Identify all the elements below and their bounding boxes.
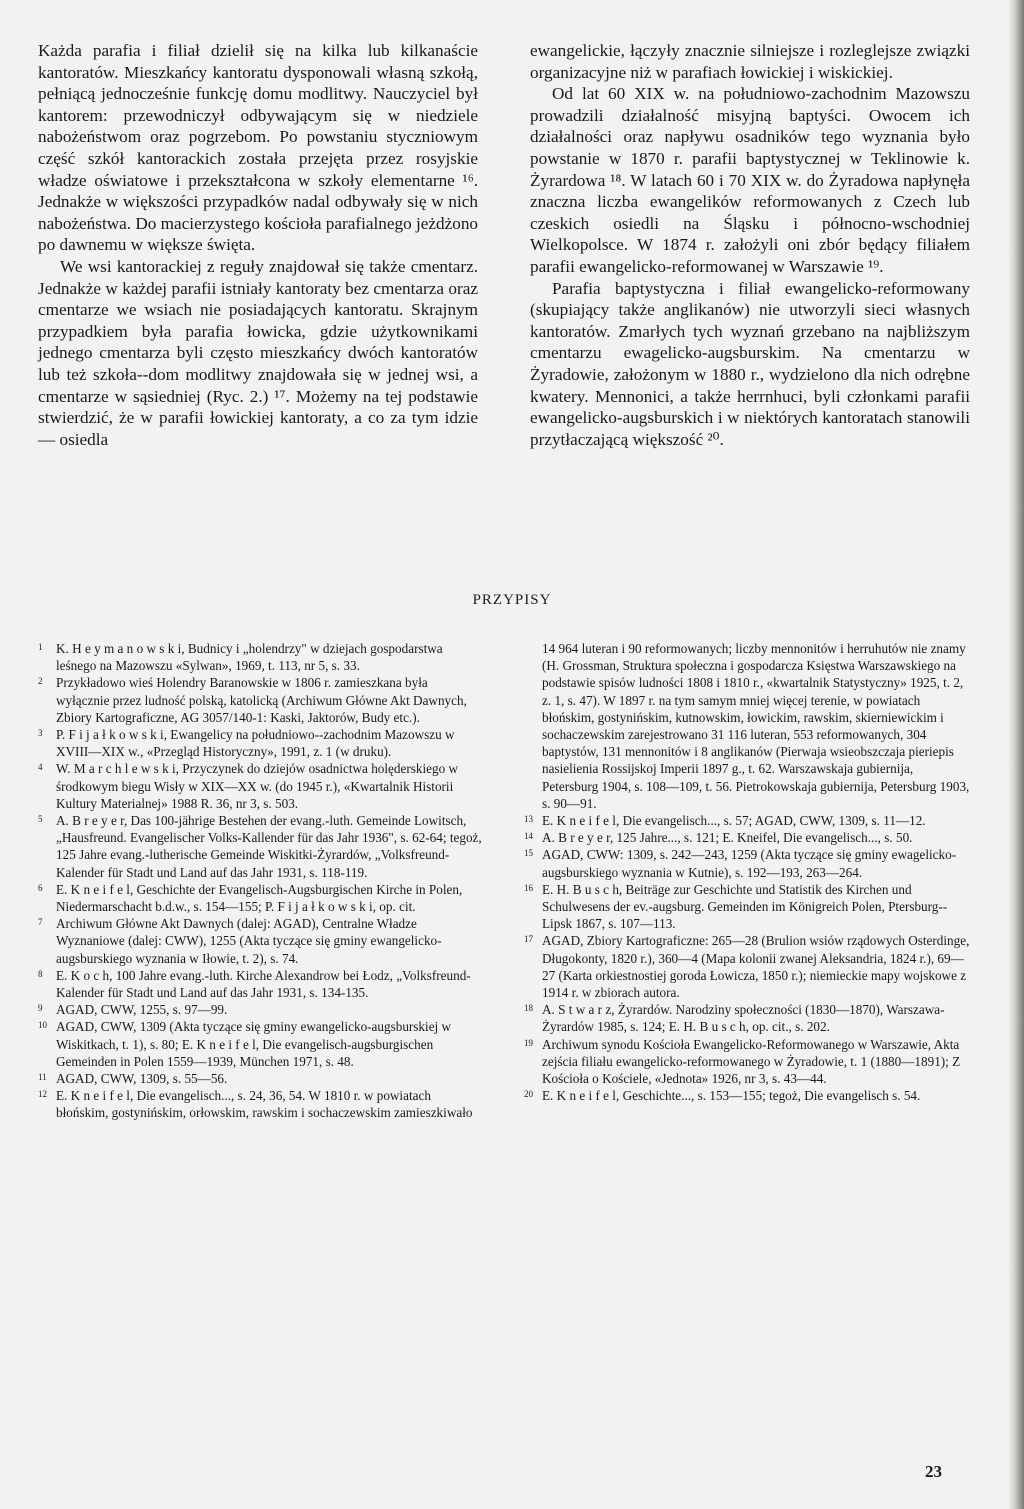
footnote <box>524 1036 970 1088</box>
footnote-text: AGAD, CWW, 1309, s. 55—56. <box>56 1071 228 1087</box>
footnote <box>38 1018 484 1070</box>
footnote <box>38 1087 484 1121</box>
footnote-number: 5 <box>38 814 43 825</box>
footnote-number: 8 <box>38 968 43 979</box>
page-edge-shadow <box>1008 0 1024 1509</box>
footnote <box>524 1087 970 1104</box>
page-number: 23 <box>925 1462 942 1481</box>
body-text <box>38 40 970 450</box>
footnote-number: 18 <box>524 1003 533 1014</box>
footnote <box>38 726 484 760</box>
footnote-number: 9 <box>38 1003 43 1014</box>
footnote-text: E. K o c h, 100 Jahre evang.-luth. Kirche Alexandrow bei Łodz, „Volksfreund-Kalender für Stadt und Land auf das Jahr 1931, s. 134-135. <box>56 967 471 1001</box>
paragraph: Parafia baptystyczna i filiał ewangelicko-reformowany (skupiający także anglikanów) nie utworzyli sieci własnych kantoratów. Zmarłych tych wyznań grzebano na najbliższym cmentarzu ewagelicko-augsburskim. Na cmentarzu w Żyradowie, założonym w 1880 r., wydzielono dla nich odrębne kwatery. Mennonici, a także herrnhuci, byli członkami parafii ewangelicko-augsburskich i w niektórych kantoratach stanowili przytłaczającą większość ²⁰. <box>530 278 970 449</box>
footnote-number: 10 <box>38 1020 47 1031</box>
footnote-text: E. K n e i f e l, Geschichte der Evangelisch-Augsburgischen Kirche in Polen, Niedermarschacht b.d.w., s. 154—155; P. F i j a ł k o w s k i, op. cit. <box>56 881 463 915</box>
footnote-number: 3 <box>38 728 43 739</box>
footnote <box>524 1001 970 1035</box>
footnote-text: A. B r e y e r, Das 100-jährige Bestehen der evang.-luth. Gemeinde Lowitsch, „Hausfreund. Evangelischer Volks-Kallender für das Jahr 1936", s. 62-64; tegoż, 125 Jahre evang.-lutherische Gemeinde Wiskitki-Żyrardów, „Volksfreund-Kalender für Stadt und Land auf das Jahr 1931, s. 118-119. <box>56 813 482 880</box>
footnote-number <box>524 640 542 812</box>
footnote <box>38 1001 484 1018</box>
footnote <box>524 812 970 829</box>
footnote-text: AGAD, CWW: 1309, s. 242—243, 1259 (Akta tyczące się gminy ewagelicko-augsburskiego wyznania w Kutnie), s. 192—193, 263—264. <box>542 847 957 880</box>
footnote-text: A. S t w a r z, Żyrardów. Narodziny społeczności (1830—1870), Warszawa-Żyrardów 1985, s. 124; E. H. B u s c h, op. cit., s. 202. <box>542 1002 945 1035</box>
footnote-number: 12 <box>38 1089 47 1100</box>
footnote <box>524 932 970 1001</box>
footnote-text: K. H e y m a n o w s k i, Budnicy i „holendrzy" w dziejach gospodarstwa leśnego na Mazowszu «Sylwan», 1969, t. 113, nr 5, s. 33. <box>56 641 443 674</box>
paragraph: Każda parafia i filiał dzielił się na kilka lub kilkanaście kantoratów. Mieszkańcy kantoratu dysponowali własną szkołą, pełniącą jednocześnie funkcję domu modlitwy. Nauczyciel był kantorem: przewodniczył odbywającym się w niedziele nabożeństwom oraz pogrzebom. Po powstaniu styczniowym część szkół kantorackich została przejęta przez rosyjskie władze oświatowe i przekształcona w szkoły elementarne ¹⁶. Jednakże w większości przypadków nadal odbywały się w nich nabożeństwa. Do macierzystego kościoła parafialnego jeżdżono po dawnemu w większe święta. <box>38 41 479 255</box>
footnote-number: 15 <box>524 848 533 859</box>
footnote-text: AGAD, CWW, 1309 (Akta tyczące się gminy ewangelicko-augsburskiej w Wiskitkach, t. 1), s. 80; E. K n e i f e l, Die evangelisch-augsburgischen Gemeinden in Polen 1559—1939, München 1971, s. 48. <box>56 1019 452 1069</box>
footnote-number: 19 <box>524 1037 533 1048</box>
footnote-number: 4 <box>38 762 43 773</box>
footnote-number: 2 <box>38 676 43 687</box>
footnote-number: 1 <box>38 642 43 652</box>
footnote-number: 14 <box>524 831 533 842</box>
paragraph: We wsi kantorackiej z reguły znajdował się także cmentarz. Jednakże w każdej parafii istniały kantoraty bez cmentarza oraz cmentarze we wsiach nie posiadających kantoratu. Skrajnym przypadkiem była parafia łowicka, gdzie użytkownikami jednego cmentarza byli często mieszkańcy dwóch kantoratów lub też szkoła--dom modlitwy znajdowała się w jednej wsi, a cmentarze w sąsiedniej (Ryc. 2.) ¹⁷. Możemy na tej podstawie stwierdzić, że w parafii łowickiej kantoraty, a co za tym idzie — osiedla <box>38 256 478 449</box>
paragraph: ewangelickie, łączyły znacznie silniejsze i rozleglejsze związki organizacyjne niż w parafiach łowickiej i wiskickiej. <box>530 41 970 82</box>
footnotes-column-left <box>38 640 484 1122</box>
footnote-continuation <box>524 640 970 812</box>
footnotes <box>38 640 970 1122</box>
footnote <box>38 674 484 726</box>
footnote-text: E. K n e i f e l, Die evangelisch..., s. 24, 36, 54. W 1810 r. w powiatach błońskim, gostynińskim, orłowskim, rawskim i sochaczewskim zamieszkiwało <box>56 1088 473 1121</box>
body-column-left <box>38 40 478 450</box>
footnote-text: A. B r e y e r, 125 Jahre..., s. 121; E. Kneifel, Die evangelisch..., s. 50. <box>542 830 913 846</box>
footnote-text: E. K n e i f e l, Geschichte..., s. 153—155; tegoż, Die evangelisch s. 54. <box>542 1088 921 1104</box>
footnote <box>38 1070 484 1087</box>
footnote <box>524 829 970 846</box>
paragraph: Od lat 60 XIX w. na południowo-zachodnim Mazowszu prowadzili działalność misyjną baptyści. Owocem ich działalności oraz napływu osadników tego wyznania było powstanie w 1870 r. parafii baptystycznej w Teklinowie k. Żyrardowa ¹⁸. W latach 60 i 70 XIX w. do Żyradowa napłynęła znaczna liczba ewangelików reformowanych z Czech lub czeskich osiedli na Śląsku i północno-wschodniej Wielkopolsce. W 1874 r. założyli oni zbór będący filiałem parafii ewangelicko-reformowanej w Warszawie ¹⁹. <box>530 84 970 276</box>
footnote <box>38 760 484 812</box>
footnote-text: Archiwum synodu Kościoła Ewangelicko-Reformowanego w Warszawie, Akta zejścia filiału ewangelicko-reformowanego w Żyradowie, t. 1 (1880—1891); Z Kościoła o Kościele, «Jednota» 1926, nr 3, s. 43—44. <box>542 1036 961 1087</box>
body-column-right <box>530 40 970 450</box>
footnote <box>524 881 970 933</box>
footnote-text: AGAD, CWW, 1255, s. 97—99. <box>56 1002 228 1018</box>
footnote-text: Przykładowo wieś Holendry Baranowskie w 1806 r. zamieszkana była wyłącznie przez ludność polską, katolicką (Archiwum Główne Akt Dawnych, Zbiory Kartograficzne, AG 3057/140-1: Kaski, Jaktorów, Budy etc.). <box>56 675 467 725</box>
footnote-number: 6 <box>38 882 43 893</box>
footnote-number: 13 <box>524 814 533 825</box>
footnote-text: P. F i j a ł k o w s k i, Ewangelicy na południowo--zachodnim Mazowszu w XVIII—XIX w., «Przegląd Historyczny», 1991, z. 1 (w druku). <box>56 727 455 760</box>
footnote-text: Archiwum Główne Akt Dawnych (dalej: AGAD), Centralne Władze Wyznaniowe (dalej: CWW), 1255 (Akta tyczące się gminy ewangelicko-augsburskiego wyznania w Iłowie, t. 2), s. 74. <box>56 916 442 966</box>
footnote-number: 7 <box>38 917 43 928</box>
footnotes-heading: PRZYPISY <box>472 592 552 608</box>
footnote-text: AGAD, Zbiory Kartograficzne: 265—28 (Brulion wsiów rządowych Osterdinge, Długokonty, 1820 r.), 360—4 (Mapa kolonii zwanej Aleksandria, 1824 r.), 69—27 (Karta orkiestnostiej goroda Łowicza, 1850 r.); niemieckie mapy wojskowe z 1914 r. w zbiorach autora. <box>542 933 970 1001</box>
footnote-text: E. K n e i f e l, Die evangelisch..., s. 57; AGAD, CWW, 1309, s. 11—12. <box>542 813 926 829</box>
footnote <box>38 812 484 881</box>
footnote <box>524 846 970 880</box>
footnotes-column-right <box>524 640 970 1122</box>
footnote-number: 16 <box>524 882 533 893</box>
footnote <box>38 915 484 967</box>
footnote <box>38 967 484 1001</box>
footnote-number: 17 <box>524 934 533 945</box>
footnote-text: W. M a r c h l e w s k i, Przyczynek do dziejów osadnictwa holęderskiego w środkowym biegu Wisły w XIX—XX w. (do 1945 r.), «Kwartalnik Historii Kultury Materialnej» 1988 R. 36, nr 3, s. 503. <box>56 761 458 811</box>
footnote-text: E. H. B u s c h, Beiträge zur Geschichte und Statistik des Kirchen und Schulwesens der ev.-augsburg. Gemeinden im Königreich Polen, Ptersburg--Lipsk 1867, s. 107—113. <box>542 881 948 932</box>
footnote-number: 20 <box>524 1089 533 1100</box>
footnote <box>38 640 484 674</box>
footnote-text: 14 964 luteran i 90 reformowanych; liczby mennonitów i herruhutów nie znamy (H. Grossman, Struktura społeczna i gospodarcza Księstwa Warszawskiego na podstawie spisów ludności 1808 i 1810 r., «kwartalnik Statystyczny» 1925, t. 2, z. 1, s. 47). W 1897 r. na tym samym mniej więcej terenie, w powiatach błońskim, gostynińskim, kutnowskim, łowickim, rawskim, skierniewickim i sochaczewskim zarejestrowano 31 116 luteran, 553 reformowanych, 304 baptystów, 131 mennonitów i 8 anglikanów (Pierwaja wsieobszczaja pieriepis nasielienia Rossijskoj Imperii 1897 g., t. 62. Warszawskaja gubiernija, Petersburg 1904, s. 108—109, t. 56. Pietrokowskaja gubiernija, Petersburg 1903, s. 90—91. <box>542 641 970 811</box>
footnote-number: 11 <box>38 1072 47 1083</box>
footnote <box>38 881 484 915</box>
